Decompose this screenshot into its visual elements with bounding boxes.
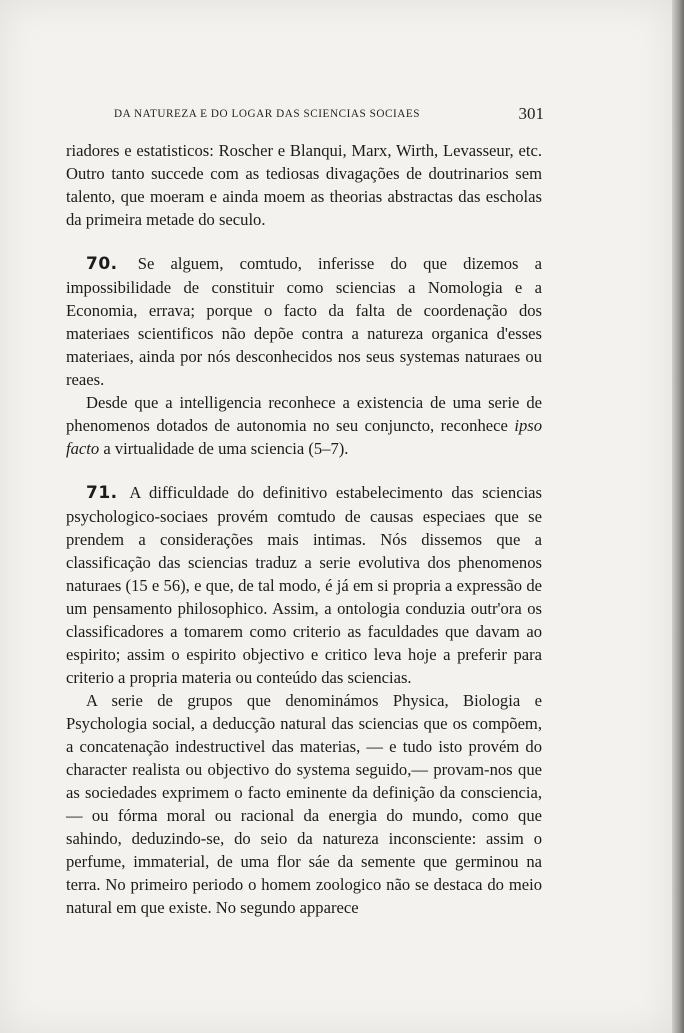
running-header	[114, 104, 544, 126]
paragraph-ipso-facto	[66, 391, 542, 460]
paragraph-text: a virtualidade de uma sciencia (5–7).	[103, 439, 349, 458]
paragraph-text: Desde que a intelligencia reconhece a existencia de uma serie de phenomenos dotados de autonomia no seu conjuncto, reconhece	[66, 393, 542, 435]
section-71-text: A difficuldade do definitivo estabelecimento das sciencias psychologico-sociaes provém comtudo de causas especiaes que se prendem a considerações mais intimas. Nós dissemos que a classificação das sciencias traduz a serie evolutiva dos phenomenos naturaes (15 e 56), e que, de tal modo, é já em si propria a expressão de um pensamento philosophico. Assim, a ontologia conduzia outr'ora os classificadores a tomarem como criterio as faculdades que davam ao espirito; assim o espirito objectivo e critico leva hoje a preferir para criterio a propria materia ou conteúdo das sciencias.	[66, 483, 543, 687]
section-number: 70.	[86, 254, 118, 274]
section-70-text: Se alguem, comtudo, inferisse do que dizemos a impossibilidade de constituir como sciencias a Nomologia e a Economia, errava; porque o facto da falta de coordenação dos materiaes scientificos não depõe contra a natureza organica d'esses materiaes, ainda por nós desconhecidos nos seus systemas naturaes ou reaes.	[66, 254, 542, 389]
paragraph-continuation: riadores e estatisticos: Roscher e Blanqui, Marx, Wirth, Levasseur, etc. Outro tanto succede com as tediosas divagações de doutrinarios sem talento, que moeram e ainda moem as theorias abstractas das escholas da primeira metade do seculo.	[66, 141, 542, 229]
running-title: DA NATUREZA E DO LOGAR DAS SCIENCIAS SOCIAES	[114, 108, 421, 120]
page-edge	[672, 0, 684, 1033]
section-71	[66, 481, 542, 689]
paragraph-serie-de-grupos: A serie de grupos que denominámos Physica, Biologia e Psychologia social, a deducção natural das sciencias que os compõem, a concatenação indestructivel das materias, — e tudo isto provém do character realista ou objectivo do systema seguido,— provam-nos que as sociedades exprimem o facto eminente da definição da consciencia,— ou fórma moral ou racional da energia do mundo, como que sahindo, deduzindo-se, do seio da natureza inconsciente: assim o perfume, immaterial, de uma flor sáe da semente que germinou na terra. No primeiro periodo o homem zoologico não se destaca do meio natural em que existe. No segundo apparece	[66, 691, 542, 917]
italic-phrase: ipso facto	[66, 416, 542, 458]
section-70	[66, 252, 542, 391]
body-text	[66, 139, 542, 919]
section-number: 71.	[86, 483, 118, 503]
page-number: 301	[518, 104, 544, 123]
